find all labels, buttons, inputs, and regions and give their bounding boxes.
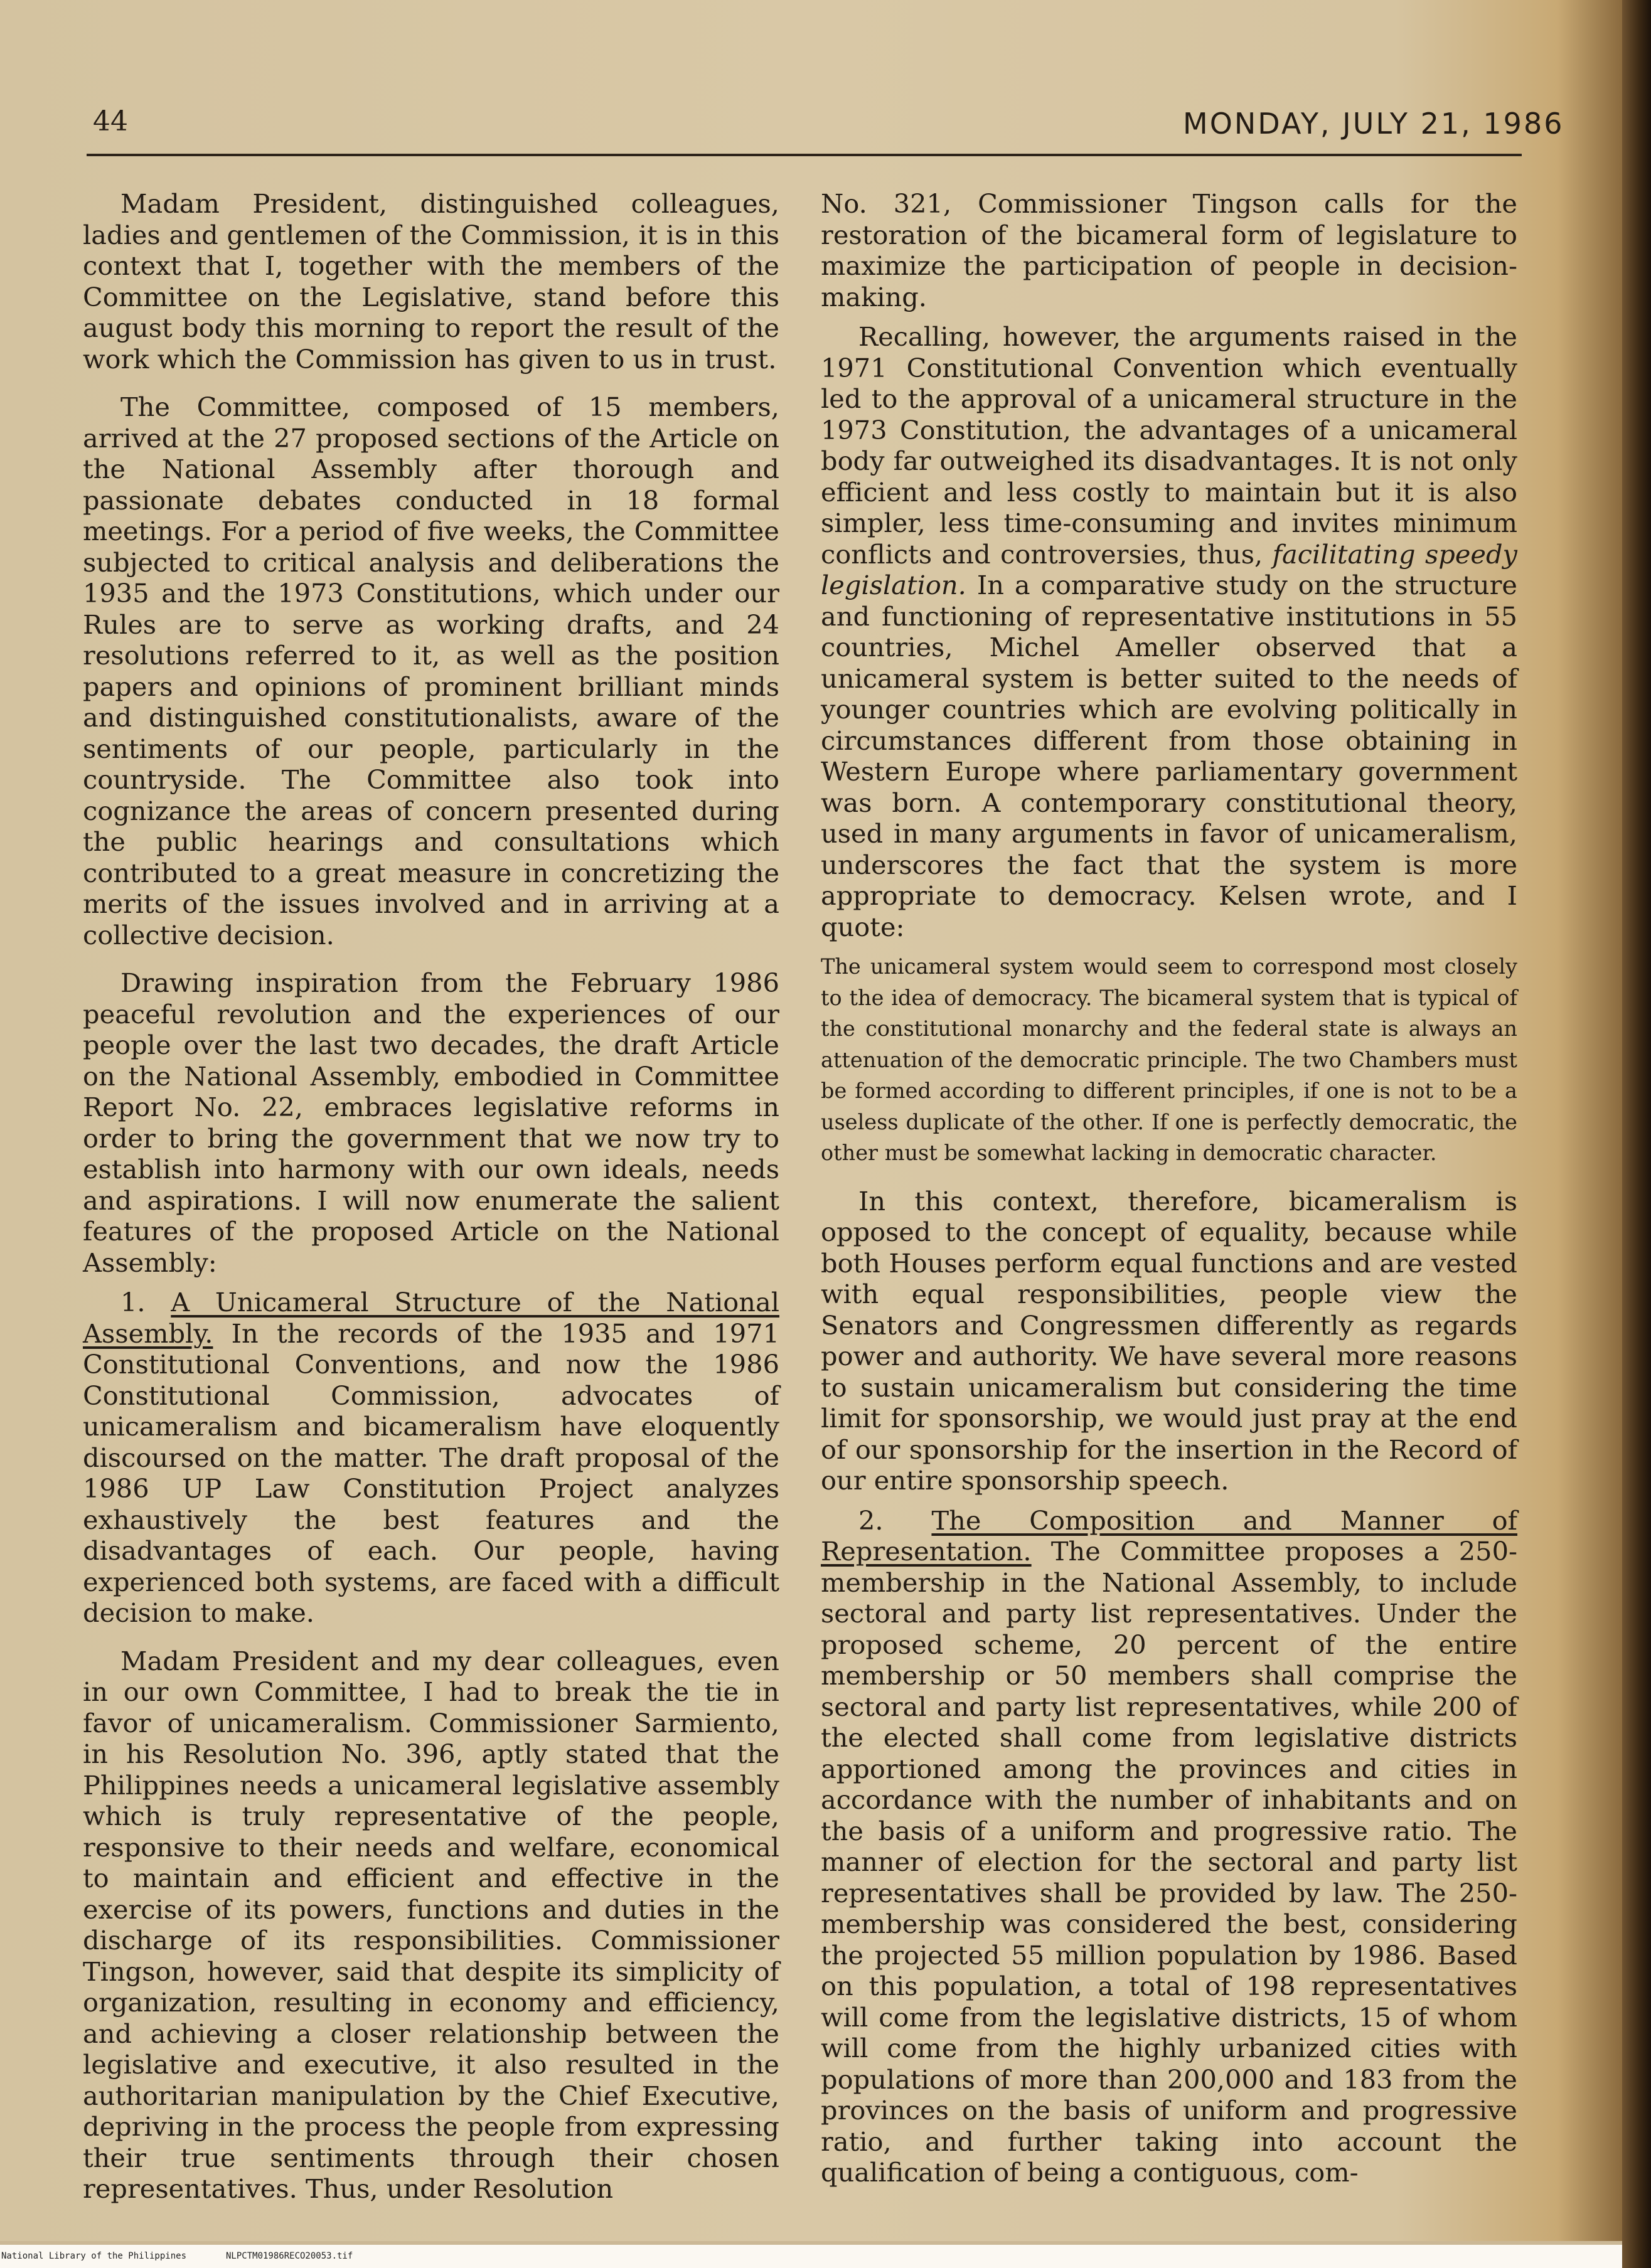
paragraph: The Committee, composed of 15 members, arrived at the 27 proposed sections of the Article on the National Assembly after thorough and passionate debates conducted in 18 formal meetings. For a period of five weeks, the Committee subjected to critical analysis and deliberations the 1935 and the 1973 Constitutions, which under our Rules are to serve as working drafts, and 24 resolutions referred to it, as well as the position papers and opinions of prominent brilliant minds and distinguished constitutionalists, aware of the sentiments of our people, particularly in the countryside. The Committee also took into cognizance the areas of concern presented during the public hearings and consultations which contributed to a great measure in concretizing the merits of the issues involved and in arriving at a collective decision.: [83, 391, 779, 950]
numbered-section: [83, 1287, 779, 1629]
paragraph: Drawing inspiration from the February 1986 peaceful revolution and the experiences of our people over the last two decades, the draft Article on the National Assembly, embodied in Committee Report No. 22, embraces legislative reforms in order to bring the government that we now try to establish into harmony with our own ideals, needs and aspirations. I will now enumerate the salient features of the proposed Article on the National Assembly:: [83, 967, 779, 1278]
section-body: In the records of the 1935 and 1971 Constitutional Conventions, and now the 1986 Constitutional Commission, advocates of unicameralism and bicameralism have eloquently discoursed on the matter. The draft proposal of the 1986 UP Law Constitution Project analyzes exhaustively the best features and the disadvantages of each. Our people, having experienced both systems, are faced with a difficult decision to make.: [83, 1318, 779, 1628]
paragraph-text: In a comparative study on the structure and functioning of representative institutions in 55 countries, Michel Ameller observed that a unicameral system is better suited to the needs of younger countries which are evolving politically in circumstances different from those obtaining in Western Europe where parliamentary government was born. A contemporary constitutional theory, used in many arguments in favor of unicameralism, underscores the fact that the system is more appropriate to democracy. Kelsen wrote, and I quote:: [821, 570, 1517, 942]
section-body: The Committee proposes a 250-membership in the National Assembly, to include sectoral and party list representatives. Under the proposed scheme, 20 percent of the entire membership or 50 members shall comprise the sectoral and party list representatives, while 200 of the elected shall come from legislative districts apportioned among the provinces and cities in accordance with the number of inhabitants and on the basis of a uniform and progressive ratio. The manner of election for the sectoral and party list representatives shall be provided by law. The 250-membership was considered the best, considering the projected 55 million population by 1986. Based on this population, a total of 198 representatives will come from the legislative districts, 15 of whom will come from the highly urbanized cities with populations of more than 200,000 and 183 from the provinces on the basis of uniform and progressive ratio, and further taking into account the qualification of being a contiguous, com-: [821, 1536, 1517, 2188]
header-rule: [87, 154, 1522, 156]
paragraph: In this context, therefore, bicameralism is opposed to the concept of equality, because while both Houses perform equal functions and are vested with equal responsibilities, people view the Senators and Congressmen differently as regards power and authority. We have several more reasons to sustain unicameralism but considering the time limit for sponsorship, we would just pray at the end of our sponsorship for the insertion in the Record of our entire sponsorship speech.: [821, 1185, 1517, 1496]
section-heading: The Composition and Manner of Representation.: [821, 1504, 1518, 1567]
file-name: NLPCTM01986RECO20053.tif: [226, 2251, 353, 2261]
paragraph: Madam President and my dear colleagues, even in our own Committee, I had to break the tie in favor of unicameralism. Commissioner Sarmiento, in his Resolution No. 396, aptly stated that the Philippines needs a unicameral legislative assembly which is truly representative of the people, responsive to their needs and welfare, economical to maintain and efficient and effective in the exercise of its powers, functions and duties in the discharge of its responsibilities. Commissioner Tingson, however, said that despite its simplicity of organization, resulting in economy and efficiency, and achieving a closer relationship between the legislative and executive, it also resulted in the authoritarian manipulation by the Chief Executive, depriving in the process the people from expressing their true sentiments through their chosen representatives. Thus, under Resolution: [83, 1645, 779, 2204]
page-number: 44: [93, 105, 128, 137]
library-label: National Library of the Philippines: [1, 2251, 187, 2261]
left-column: [83, 188, 779, 2222]
paragraph-text: Recalling, however, the arguments raised in the 1971 Constitutional Convention which eventually led to the approval of a unicameral structure in the 1973 Constitution, the advantages of a unicameral body far outweighed its disadvantages. It is not only efficient and less costly to maintain but it is also simpler, less time-consuming and invites minimum conflicts and controversies, thus,: [821, 321, 1517, 570]
page-date: MONDAY, JULY 21, 1986: [1183, 107, 1564, 141]
numbered-section: [821, 1505, 1517, 2188]
paragraph: No. 321, Commissioner Tingson calls for the restoration of the bicameral form of legislature to maximize the participation of people in decision-making.: [821, 188, 1517, 312]
block-quote: The unicameral system would seem to correspond most closely to the idea of democracy. The bicameral system that is typical of the constitutional monarchy and the federal state is always an attenuation of the democratic principle. The two Chambers must be formed according to different principles, if one is not to be a useless duplicate of the other. If one is perfectly democratic, the other must be somewhat lacking in democratic character.: [821, 954, 1517, 1165]
book-spine-shadow: [1622, 0, 1651, 2268]
italic-phrase: facilitating speedy legislation.: [821, 538, 1517, 600]
right-column: [821, 188, 1517, 2205]
section-number: 1.: [120, 1287, 146, 1318]
section-heading: A Unicameral Structure of the National Assembly.: [83, 1287, 779, 1349]
paragraph: [821, 321, 1517, 942]
section-number: 2.: [858, 1504, 884, 1536]
scan-footer: [0, 2245, 1622, 2268]
paragraph: Madam President, distinguished colleagues, ladies and gentlemen of the Commission, it is in this context that I, together with the members of the Committee on the Legislative, stand before this august body this morning to report the result of the work which the Commission has given to us in trust.: [83, 188, 779, 375]
